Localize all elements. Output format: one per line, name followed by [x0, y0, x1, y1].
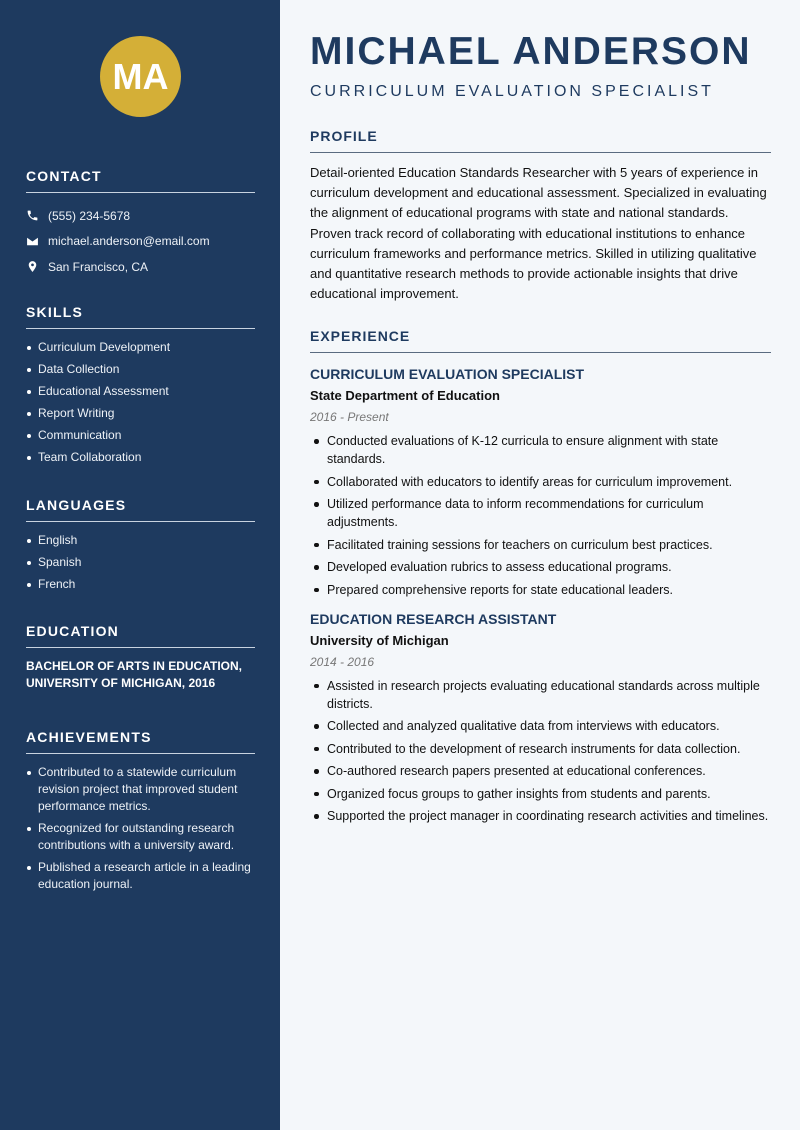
education-heading: EDUCATION — [26, 623, 255, 648]
skill-item: Communication — [26, 427, 255, 444]
achievement-item: Published a research article in a leading education journal. — [26, 859, 255, 893]
language-item: Spanish — [26, 554, 255, 571]
contact-heading: CONTACT — [26, 168, 255, 193]
contact-email — [26, 229, 255, 255]
job-bullets — [310, 677, 771, 826]
job-org: State Department of Education — [310, 388, 500, 403]
contact-section — [26, 168, 255, 280]
email-icon — [26, 235, 39, 248]
job-bullet: Facilitated training sessions for teachers on curriculum best practices. — [310, 536, 771, 554]
languages-list — [26, 532, 255, 593]
language-item: French — [26, 576, 255, 593]
education-section — [26, 623, 255, 692]
skill-item: Report Writing — [26, 405, 255, 422]
candidate-name: MICHAEL ANDERSON — [310, 30, 752, 73]
job-bullet: Prepared comprehensive reports for state educational leaders. — [310, 581, 771, 599]
achievements-heading: ACHIEVEMENTS — [26, 729, 255, 754]
job-bullet: Assisted in research projects evaluating educational standards across multiple districts. — [310, 677, 771, 713]
phone-icon — [26, 209, 39, 222]
job-bullet: Utilized performance data to inform recommendations for curriculum adjustments. — [310, 495, 771, 531]
location-text: San Francisco, CA — [48, 259, 149, 274]
skill-item: Educational Assessment — [26, 383, 255, 400]
job-bullet: Contributed to the development of research instruments for data collection. — [310, 740, 771, 758]
job-org: University of Michigan — [310, 632, 449, 648]
job-bullet: Supported the project manager in coordinating research activities and timelines. — [310, 807, 771, 825]
job-bullet: Conducted evaluations of K-12 curricula to ensure alignment with state standards. — [310, 432, 771, 468]
contact-location — [26, 254, 255, 280]
achievement-item: Contributed to a statewide curriculum revision project that improved student performance metrics. — [26, 764, 255, 815]
job-bullet: Collaborated with educators to identify areas for curriculum improvement. — [310, 473, 771, 491]
job-bullet: Collected and analyzed qualitative data from interviews with educators. — [310, 717, 771, 735]
email-link[interactable]: michael.anderson@email.com — [48, 234, 210, 249]
education-degree: BACHELOR OF ARTS IN EDUCATION, UNIVERSITY OF MICHIGAN, 2016 — [26, 659, 242, 690]
achievement-item: Recognized for outstanding research contributions with a university award. — [26, 820, 255, 854]
job-bullet: Organized focus groups to gather insights from students and parents. — [310, 785, 771, 803]
achievements-list — [26, 764, 255, 893]
sidebar — [0, 0, 280, 1130]
language-item: English — [26, 532, 255, 549]
skill-item: Data Collection — [26, 361, 255, 378]
job-bullets — [310, 432, 771, 599]
job-dates: 2016 - Present — [310, 410, 389, 424]
job-entry — [310, 366, 771, 599]
profile-heading: PROFILE — [310, 128, 771, 153]
languages-heading: LANGUAGES — [26, 497, 255, 522]
languages-section — [26, 497, 255, 598]
skills-heading: SKILLS — [26, 304, 255, 329]
candidate-title: CURRICULUM EVALUATION SPECIALIST — [310, 83, 714, 100]
job-title: CURRICULUM EVALUATION SPECIALIST — [310, 366, 585, 382]
location-pin-icon — [26, 260, 39, 273]
job-bullet: Co-authored research papers presented at educational conferences. — [310, 762, 771, 780]
experience-section — [310, 328, 771, 830]
achievements-section — [26, 729, 255, 898]
profile-text: Detail-oriented Education Standards Researcher with 5 years of experience in curriculum development and educational assessment. Specialized in evaluating the alignment of educational programs with state and national standards. Proven track record of collaborating with educational institutions to enhance curriculum frameworks and performance metrics. Skilled in utilizing qualitative and quantitative research methods to provide actionable insights that drive educational improvement. — [310, 165, 767, 302]
profile-section — [310, 128, 771, 304]
skill-item: Team Collaboration — [26, 449, 255, 466]
skills-list — [26, 339, 255, 466]
avatar: MA — [100, 36, 181, 117]
job-title: EDUCATION RESEARCH ASSISTANT — [310, 610, 557, 627]
skills-section — [26, 304, 255, 471]
contact-phone — [26, 203, 255, 229]
job-dates: 2014 - 2016 — [310, 654, 375, 669]
job-bullet: Developed evaluation rubrics to assess educational programs. — [310, 558, 771, 576]
phone-text: (555) 234-5678 — [48, 208, 131, 223]
experience-heading: EXPERIENCE — [310, 328, 771, 353]
job-entry — [310, 611, 771, 826]
skill-item: Curriculum Development — [26, 339, 255, 356]
